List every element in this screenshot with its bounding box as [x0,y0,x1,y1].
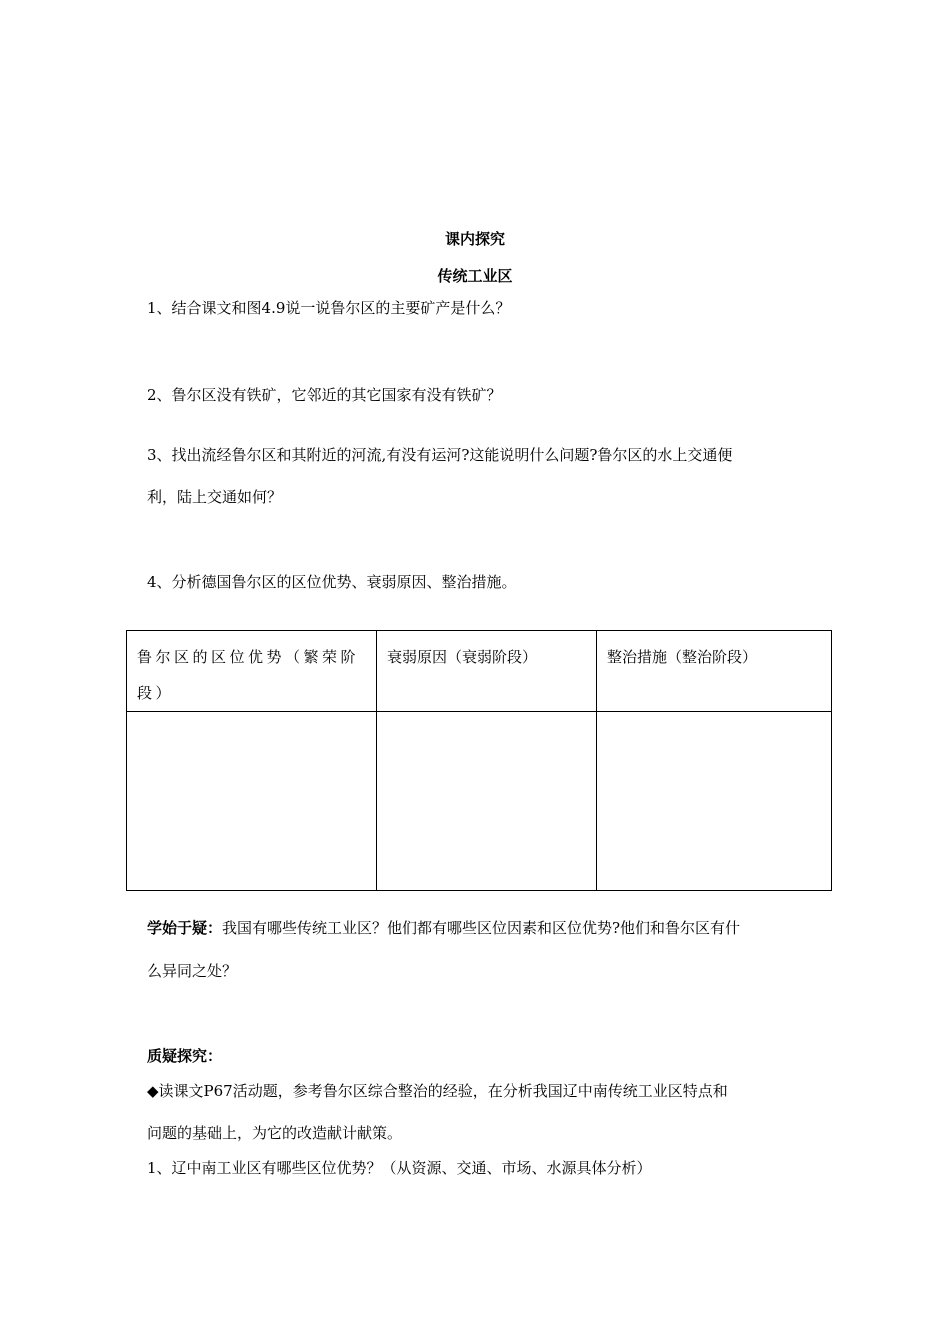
table-header-cell [377,631,597,712]
answer-cell-measures[interactable] [597,712,832,891]
xueshi-text: 我国有哪些传统工业区？他们都有哪些区位因素和区位优势?他们和鲁尔区有什 [222,919,741,937]
answer-cell-decline-causes[interactable] [377,712,597,891]
zhiyi-line-1: ◆读课文P67活动题，参考鲁尔区综合整治的经验，在分析我国辽中南传统工业区特点和 [147,1082,728,1100]
table-row [127,712,832,891]
table-header-cell [127,631,377,712]
xueshi-line-2: 么异同之处？ [147,962,238,980]
xueshi-line-1 [147,918,740,938]
header-advantages: 鲁尔区的区位优势（繁荣阶段） [137,648,360,702]
question-3-line-2: 利，陆上交通如何？ [147,488,283,506]
question-4: 4、分析德国鲁尔区的区位优势、衰弱原因、整治措施。 [147,573,517,591]
question-2: 2、鲁尔区没有铁矿，它邻近的其它国家有没有铁矿？ [147,386,502,404]
zhiyi-label: 质疑探究： [147,1047,223,1065]
page-subtitle: 传统工业区 [437,267,513,285]
question-1: 1、结合课文和图4.9说一说鲁尔区的主要矿产是什么？ [147,299,511,317]
zhiyi-question-1: 1、辽中南工业区有哪些区位优势？（从资源、交通、市场、水源具体分析） [147,1159,652,1177]
section-title: 课内探究 [444,230,505,248]
answer-cell-advantages[interactable] [127,712,377,891]
table-header-row [127,631,832,712]
table-header-cell [597,631,832,712]
zhiyi-line-2: 问题的基础上，为它的改造献计献策。 [147,1124,403,1142]
header-decline-causes: 衰弱原因（衰弱阶段） [387,648,538,666]
xueshi-label: 学始于疑： [147,919,223,937]
header-measures: 整治措施（整治阶段） [607,648,758,666]
analysis-table [126,630,832,891]
question-3-line-1: 3、找出流经鲁尔区和其附近的河流,有没有运河?这能说明什么问题?鲁尔区的水上交通便 [147,446,733,464]
